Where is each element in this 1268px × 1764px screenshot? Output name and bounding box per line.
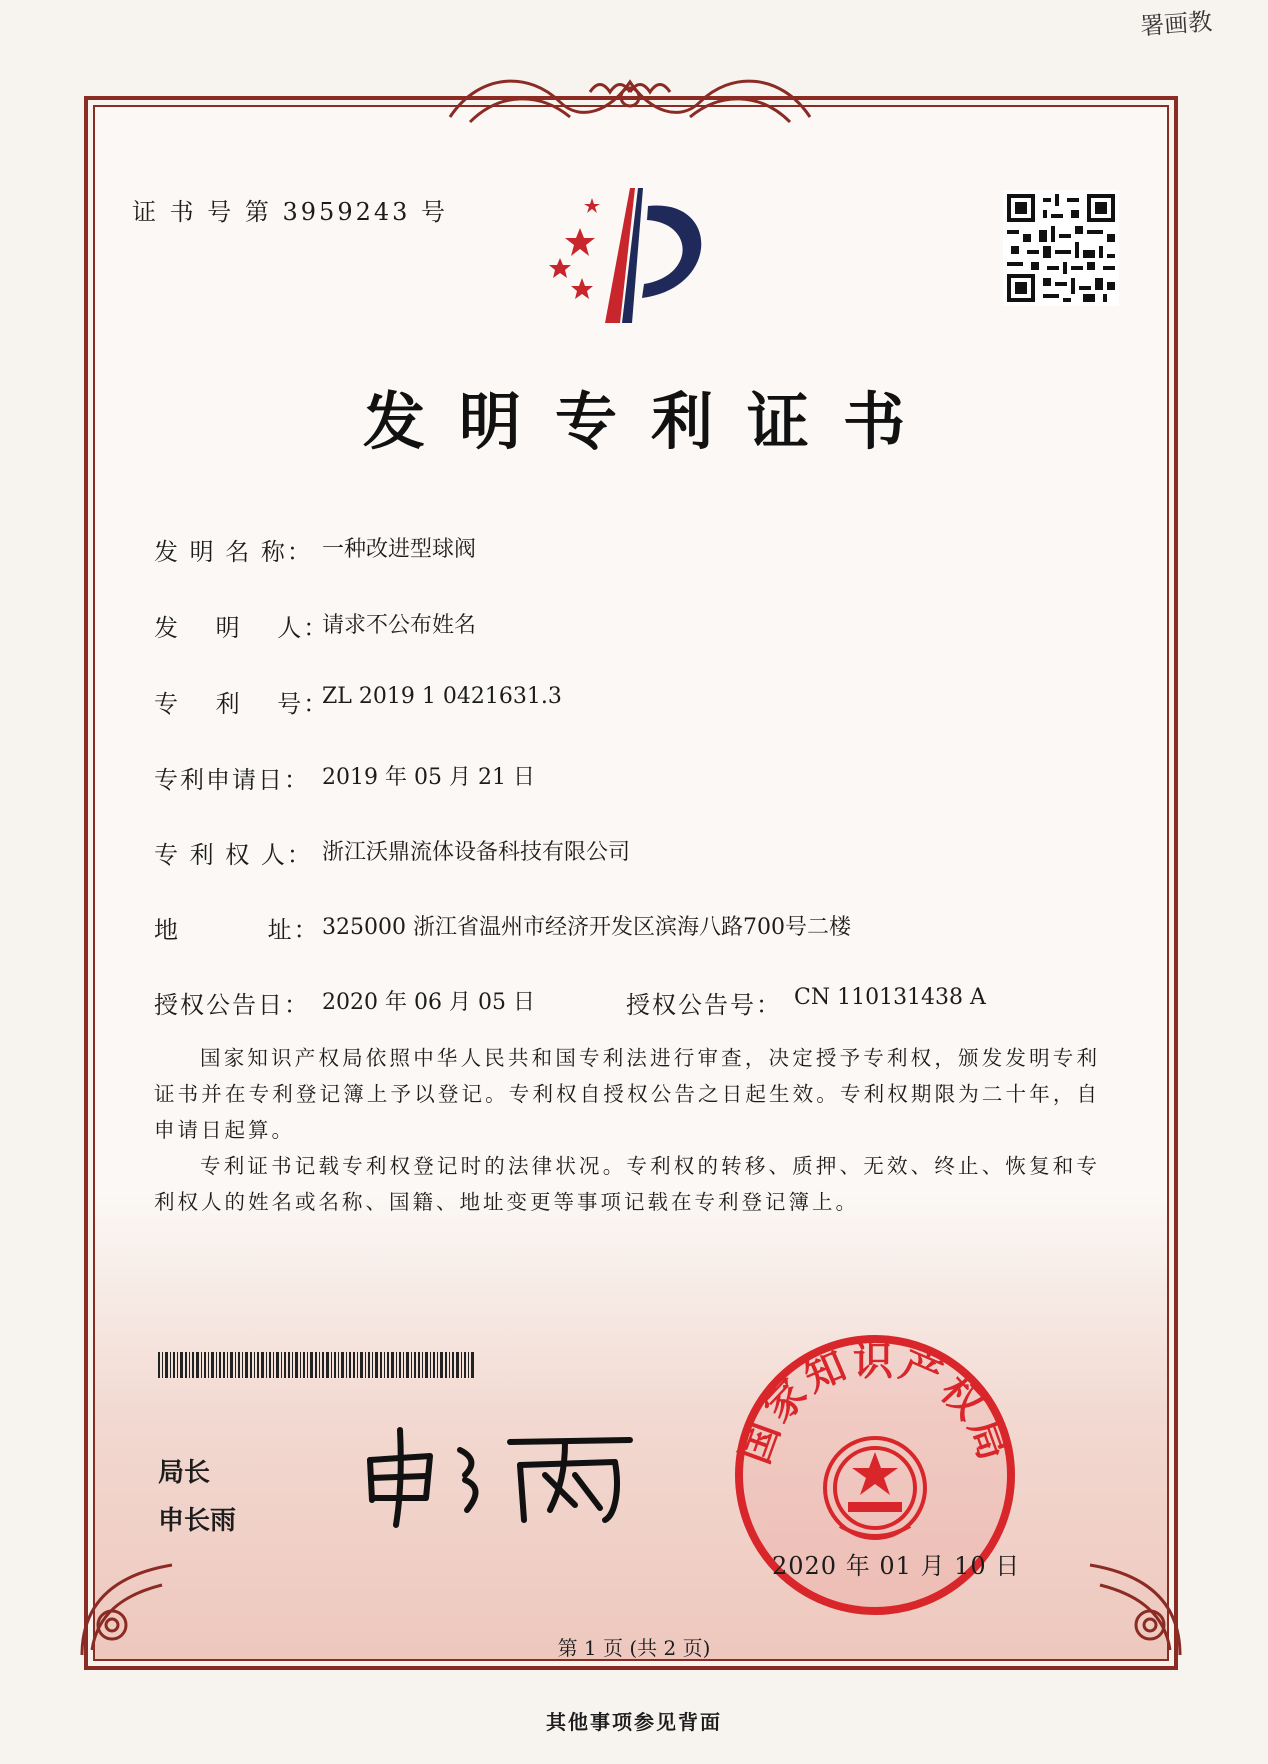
field-label: 授权公告号： (626, 991, 782, 1019)
field-value: 请求不公布姓名 (322, 613, 477, 638)
director-title: 局长 (158, 1458, 211, 1488)
body-paragraph-2: 专利证书记载专利权登记时的法律状况。专利权的转移、质押、无效、终止、恢复和专利权人的姓名或名称、国籍、地址变更等事项记载在专利登记簿上。 (154, 1154, 1100, 1214)
field-value: 一种改进型球阀 (322, 537, 477, 562)
field-invention-name (154, 532, 476, 567)
field-label: 发 明 名 称： (154, 538, 313, 566)
certificate-number: 证 书 号 第 3959243 号 (132, 198, 449, 226)
director-name: 申长雨 (158, 1506, 237, 1536)
field-label: 发 明 人： (154, 614, 330, 642)
body-paragraph-1: 国家知识产权局依照中华人民共和国专利法进行审查，决定授予专利权，颁发发明专利证书并在专利登记簿上予以登记。专利权自授权公告之日起生效。专利权期限为二十年，自申请日起算。 (154, 1046, 1100, 1142)
qr-code (1003, 190, 1119, 306)
field-value: ZL 2019 1 0421631.3 (322, 684, 562, 709)
field-value: 浙江沃鼎流体设备科技有限公司 (322, 840, 631, 865)
field-patent-number (154, 684, 562, 719)
barcode (158, 1352, 474, 1378)
page-number: 第 1 页 (共 2 页) (557, 1636, 711, 1660)
field-value: 2020 年 06 月 05 日 (322, 990, 535, 1015)
field-label: 专 利 权 人： (154, 841, 313, 869)
field-value: CN 110131438 A (794, 985, 986, 1010)
top-ornament (440, 62, 820, 132)
footer-note: 其他事项参见背面 (546, 1710, 722, 1734)
field-value: 2019 年 05 月 21 日 (322, 765, 535, 790)
patent-office-emblem-icon (530, 178, 730, 328)
field-label: 专 利 号： (154, 690, 330, 718)
field-application-date (154, 760, 535, 795)
field-value: 325000 浙江省温州市经济开发区滨海八路700号二楼 (322, 915, 851, 940)
handwritten-signature (360, 1420, 650, 1530)
seal-date: 2020 年 01 月 10 日 (772, 1552, 1021, 1580)
certificate-title: 发明专利证书 (362, 385, 939, 458)
handwritten-corner-note: 署画教 (1139, 7, 1214, 41)
field-patentee (154, 835, 630, 870)
field-grant-number (626, 985, 986, 1020)
certificate-body-text (154, 1040, 1100, 1220)
field-label: 授权公告日： (154, 991, 310, 1019)
field-label: 地 址： (154, 916, 320, 944)
field-grant-date (154, 985, 535, 1020)
field-address (154, 910, 851, 945)
seal-text: 国家知识产权局 (732, 1338, 1018, 1470)
field-inventor (154, 608, 476, 643)
field-label: 专利申请日： (154, 766, 310, 794)
